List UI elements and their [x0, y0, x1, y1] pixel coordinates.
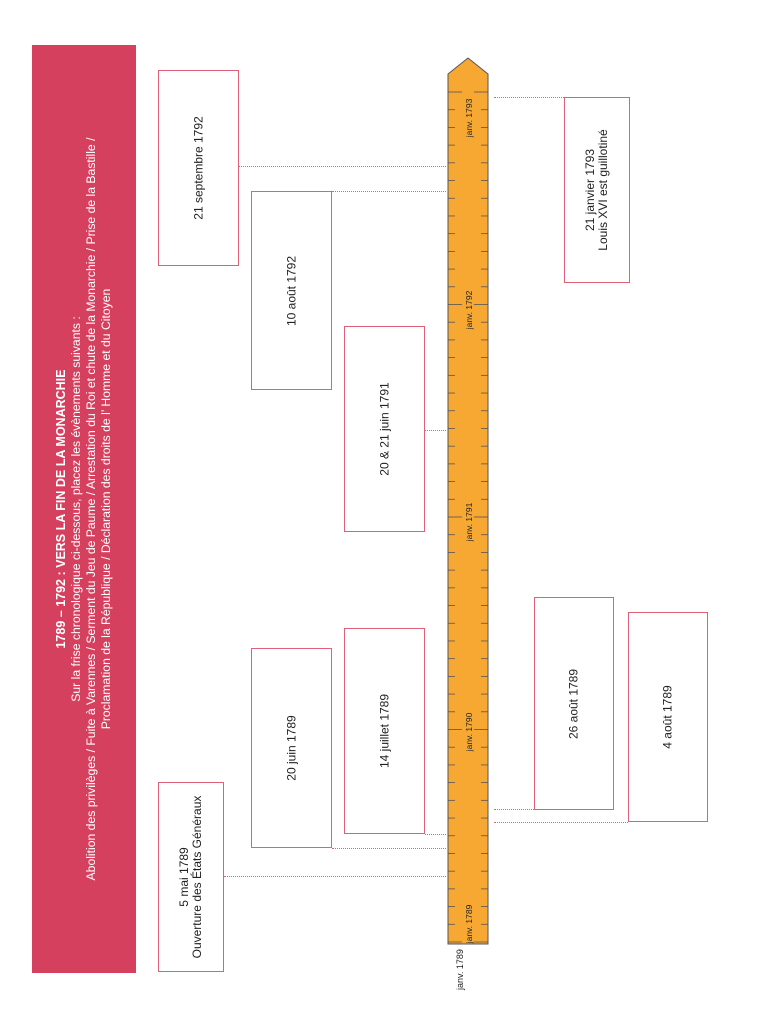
connector-20juin1789	[332, 848, 446, 849]
event-box-21-janvier-1793	[564, 97, 630, 283]
tick-label-janv-1793: janv. 1793	[464, 98, 474, 138]
banner-events-list-1: Abolition des privilèges / Fuite à Varennes / Serment du Jeu de Paume / Arrestation du Roi et chute de la Monarchie / Prise de la Bastille /	[84, 137, 98, 881]
connector-5mai1789	[224, 876, 446, 877]
event-box-4-aout-1789	[628, 612, 708, 822]
timeline-arrow	[448, 58, 488, 944]
event-label: 20 juin 1789	[284, 715, 298, 781]
title-banner	[32, 45, 136, 973]
connector-4aout1789	[494, 822, 628, 823]
event-label: 20 & 21 juin 1791	[377, 382, 391, 476]
event-date: 5 mai 1789	[177, 847, 191, 907]
tick-label-janv-1789-inner: janv. 1789	[464, 904, 474, 944]
event-label	[178, 796, 204, 959]
timeline-start-label: janv. 1789	[455, 949, 465, 990]
event-description: Ouverture des États Généraux	[190, 795, 204, 959]
event-box-20-juin-1789	[251, 648, 332, 848]
event-label: 4 août 1789	[660, 685, 675, 749]
event-label: 14 juillet 1789	[377, 693, 391, 769]
event-description: Louis XVI est guillotiné	[596, 129, 610, 251]
event-label: 21 septembre 1792	[191, 116, 205, 220]
connector-10aout1792	[332, 191, 446, 192]
timeline-ruler	[440, 52, 500, 952]
event-label: 10 août 1792	[284, 255, 298, 326]
event-box-21-septembre-1792	[158, 70, 239, 266]
event-date: 21 janvier 1793	[583, 148, 597, 232]
event-label	[584, 129, 610, 250]
event-label: 26 août 1789	[566, 668, 581, 739]
connector-21janv1793	[494, 97, 564, 98]
tick-label-janv-1791: janv. 1791	[464, 502, 474, 542]
event-box-14-juillet-1789	[344, 628, 425, 834]
event-box-10-aout-1792	[251, 191, 332, 390]
connector-21sept1792	[238, 166, 446, 167]
event-box-5-mai-1789	[158, 782, 224, 972]
banner-instruction: Sur la frise chronologique ci-dessous, placez les évènements suivants :	[69, 316, 83, 702]
banner-title: 1789 – 1792 : VERS LA FIN DE LA MONARCHIE	[54, 369, 68, 649]
tick-label-janv-1792: janv. 1792	[464, 290, 474, 330]
event-box-20-21-juin-1791	[344, 326, 425, 532]
event-box-26-aout-1789	[534, 597, 614, 810]
connector-26aout1789	[494, 809, 534, 810]
banner-text	[32, 59, 136, 959]
banner-events-list-2: Proclamation de la République / Déclaration des droits de l’ Homme et du Citoyen	[99, 288, 113, 730]
tick-label-janv-1790: janv. 1790	[464, 712, 474, 752]
